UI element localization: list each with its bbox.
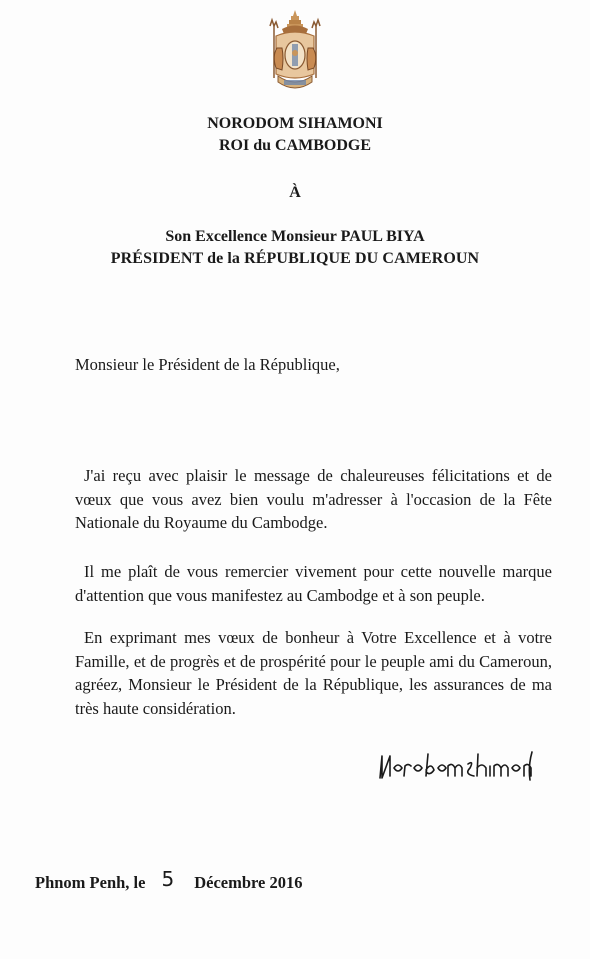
recipient-title: PRÉSIDENT de la RÉPUBLIQUE DU CAMEROUN: [110, 250, 480, 267]
sender-name: NORODOM SIHAMONI: [207, 115, 383, 132]
body-paragraph: J'ai reçu avec plaisir le message de chaleureuses félicitations et de vœux que vous avez bien voulu m'adresser à l'occasion de la Fête Nationale du Royaume du Cambodge.: [75, 466, 552, 532]
recipient-name: Son Excellence Monsieur PAUL BIYA: [165, 228, 425, 245]
date-place: Phnom Penh, le: [35, 873, 146, 892]
royal-crest-icon: [262, 8, 328, 94]
handwritten-signature: [378, 748, 534, 782]
recipient-block: [0, 226, 590, 270]
addressee-marker: À: [289, 184, 301, 201]
salutation: Monsieur le Président de la République,: [75, 355, 340, 374]
date-day-handwritten: 5: [161, 867, 175, 891]
body-paragraph: Il me plaît de vous remercier vivement pour cette nouvelle marque d'attention que vous manifestez au Cambodge et à son peuple.: [75, 562, 552, 605]
date-line: [35, 869, 302, 893]
date-month-year: Décembre 2016: [194, 873, 303, 892]
body-paragraph: En exprimant mes vœux de bonheur à Votre Excellence et à votre Famille, et de progrès et de prospérité pour le peuple ami du Cameroun, agréez, Monsieur le Président de la République, les assurances de ma très haute considération.: [75, 628, 552, 718]
sender-block: [0, 113, 590, 157]
sender-title: ROI du CAMBODGE: [218, 137, 372, 154]
